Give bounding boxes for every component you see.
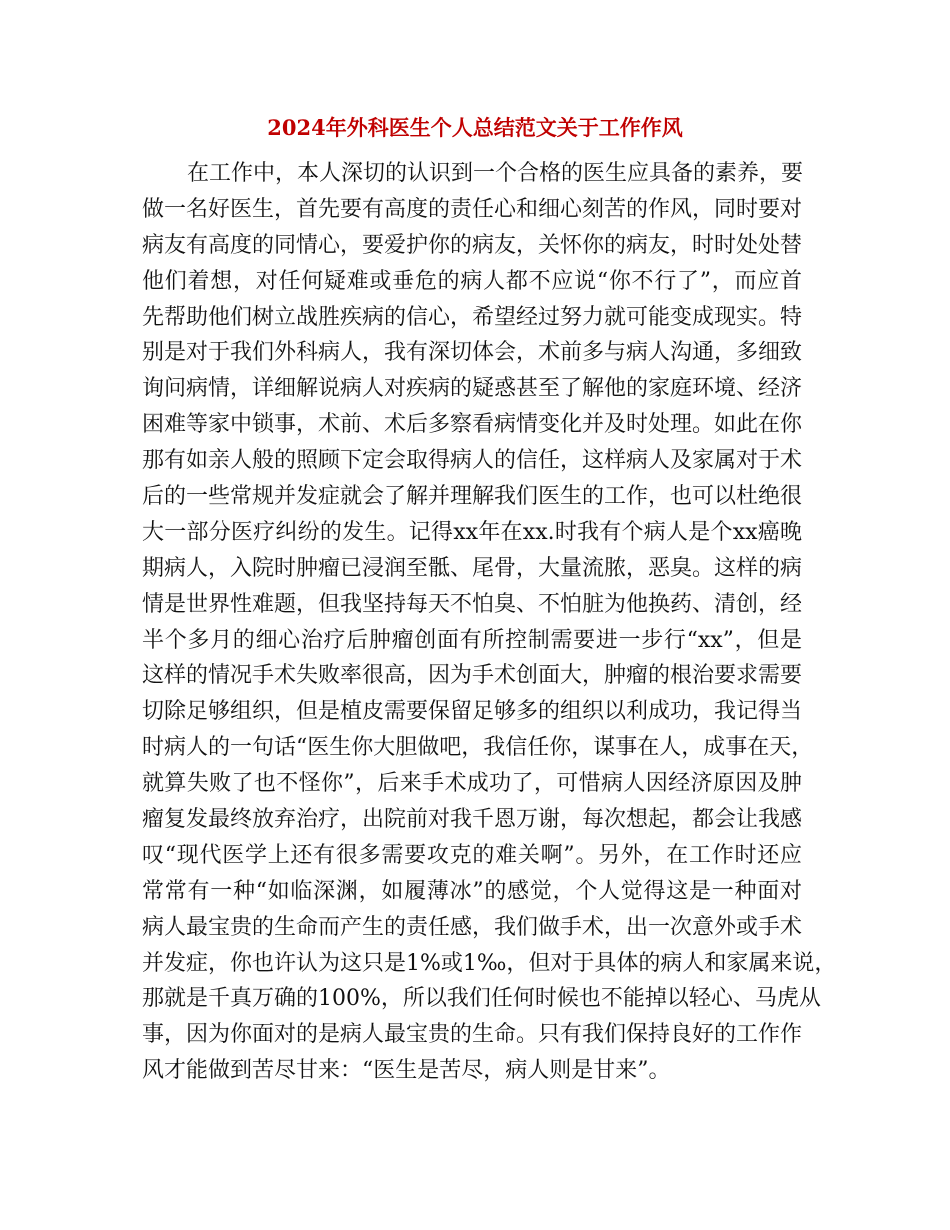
paragraph-line: 别是对于我们外科病人，我有深切体会，术前多与病人沟通，多细致 xyxy=(142,340,803,366)
paragraph-line: 时病人的一句话“医生你大胆做吧，我信任你，谋事在人，成事在天， xyxy=(142,735,814,761)
paragraph-line: 那就是千真万确的100%，所以我们任何时候也不能掉以轻心、马虎从 xyxy=(142,986,821,1012)
paragraph-line: 风才能做到苦尽甘来：“医生是苦尽，病人则是甘来”。 xyxy=(142,1058,671,1084)
body-paragraph xyxy=(142,156,837,1089)
paragraph-line: 大一部分医疗纠纷的发生。记得xx年在xx.时我有个病人是个xx癌晚 xyxy=(142,519,802,545)
paragraph-line: 在工作中，本人深切的认识到一个合格的医生应具备的素养，要 xyxy=(187,161,804,186)
paragraph-line: 这样的情况手术失败率很高，因为手术创面大，肿瘤的根治要求需要 xyxy=(142,663,803,689)
paragraph-line: 瘤复发最终放弃治疗，出院前对我千恩万谢，每次想起，都会让我感 xyxy=(142,807,803,833)
paragraph-line: 做一名好医生，首先要有高度的责任心和细心刻苦的作风，同时要对 xyxy=(142,196,803,222)
paragraph-line: 叹“现代医学上还有很多需要攻克的难关啊”。另外，在工作时还应 xyxy=(142,842,802,868)
paragraph-line: 事，因为你面对的是病人最宝贵的生命。只有我们保持良好的工作作 xyxy=(142,1022,803,1048)
paragraph-line: 并发症，你也许认为这只是1%或1‰，但对于具体的病人和家属来说， xyxy=(142,950,837,976)
paragraph-line: 半个多月的细心治疗后肿瘤创面有所控制需要进一步行“xx”，但是 xyxy=(142,627,802,653)
paragraph-line: 切除足够组织，但是植皮需要保留足够多的组织以利成功，我记得当 xyxy=(142,699,803,725)
paragraph-line: 就算失败了也不怪你”，后来手术成功了，可惜病人因经济原因及肿 xyxy=(142,771,802,797)
paragraph-line: 那有如亲人般的照顾下定会取得病人的信任，这样病人及家属对于术 xyxy=(142,448,803,474)
paragraph-line: 期病人，入院时肿瘤已浸润至骶、尾骨，大量流脓，恶臭。这样的病 xyxy=(142,555,803,581)
paragraph-line: 常常有一种“如临深渊，如履薄冰”的感觉，个人觉得这是一种面对 xyxy=(142,878,802,904)
paragraph-line: 病人最宝贵的生命而产生的责任感，我们做手术，出一次意外或手术 xyxy=(142,914,803,940)
paragraph-line: 后的一些常规并发症就会了解并理解我们医生的工作，也可以杜绝很 xyxy=(142,484,803,510)
paragraph-line: 询问病情，详细解说病人对疾病的疑惑甚至了解他的家庭环境、经济 xyxy=(142,376,803,402)
paragraph-line: 病友有高度的同情心，要爱护你的病友，关怀你的病友，时时处处替 xyxy=(142,232,803,258)
paragraph-line: 先帮助他们树立战胜疾病的信心，希望经过努力就可能变成现实。特 xyxy=(142,304,803,330)
paragraph-line: 困难等家中锁事，术前、术后多察看病情变化并及时处理。如此在你 xyxy=(142,412,803,438)
document-title: 2024年外科医生个人总结范文关于工作作风 xyxy=(267,115,683,140)
paragraph-line: 情是世界性难题，但我坚持每天不怕臭、不怕脏为他换药、清创，经 xyxy=(142,591,803,617)
paragraph-line: 他们着想，对任何疑难或垂危的病人都不应说“你不行了”，而应首 xyxy=(142,268,802,294)
